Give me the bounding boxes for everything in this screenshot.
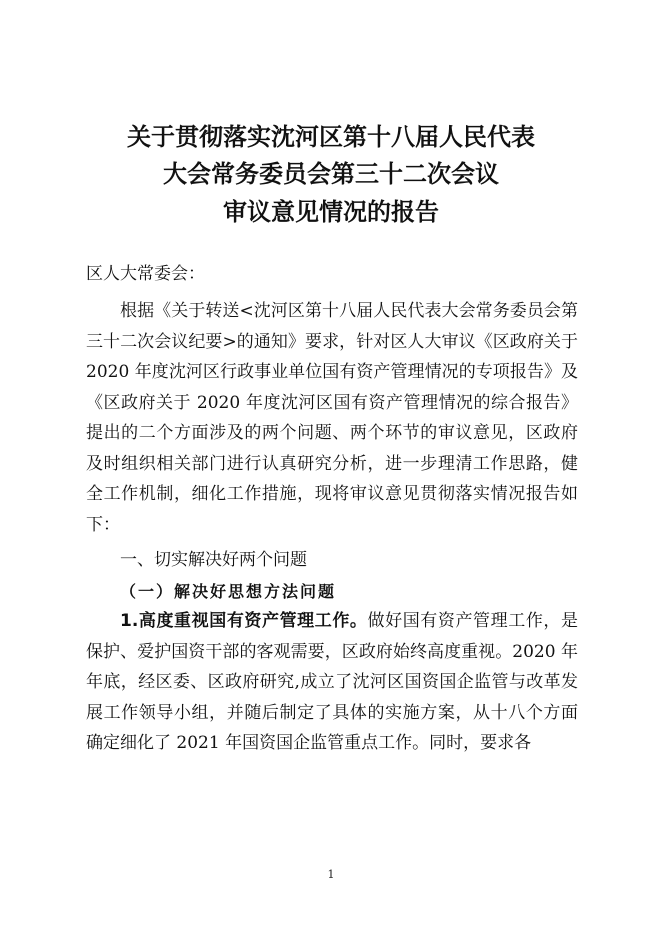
intro-paragraph: 根据《关于转送<沈河区第十八届人民代表大会常务委员会第三十二次会议纪要>的通知》要求，针对区人大审议《区政府关于 2020 年度沈河区行政事业单位国有资产管理情况的专项报告》及《区政府关于 2020 年度沈河区国有资产管理情况的综合报告》提出的二个方面涉及的两个问题、两个环节的审议意见，区政府及时组织相关部门进行认真研究分析，进一步理清工作思路，健全工作机制，细化工作措施，现将审议意见贯彻落实情况报告如下： [86, 301, 578, 535]
point-1-lead: 1.高度重视国有资产管理工作。 [120, 611, 368, 631]
salutation: 区人大常委会： [86, 264, 205, 284]
subsection-heading-1: （一）解决好思想方法问题 [120, 582, 337, 601]
page-number: 1 [327, 868, 335, 881]
report-title-line-1: 关于贯彻落实沈河区第十八届人民代表 [127, 123, 535, 151]
section-heading-1: 一、切实解决好两个问题 [120, 550, 307, 570]
report-title-line-3: 审议意见情况的报告 [223, 198, 439, 226]
report-title-line-2: 大会常务委员会第三十二次会议 [163, 160, 499, 188]
point-1-body: 做好国有资产管理工作，是保护、爱护国资干部的客观需要，区政府始终高度重视。2020 年年底，经区委、区政府研究,成立了沈河区国资国企监管与改革发展工作领导小组，并随后制定了具体的实施方案，从十八个方面确定细化了 2021 年国资国企监管重点工作。同时，要求各 [86, 611, 579, 753]
point-1-paragraph [86, 606, 578, 759]
